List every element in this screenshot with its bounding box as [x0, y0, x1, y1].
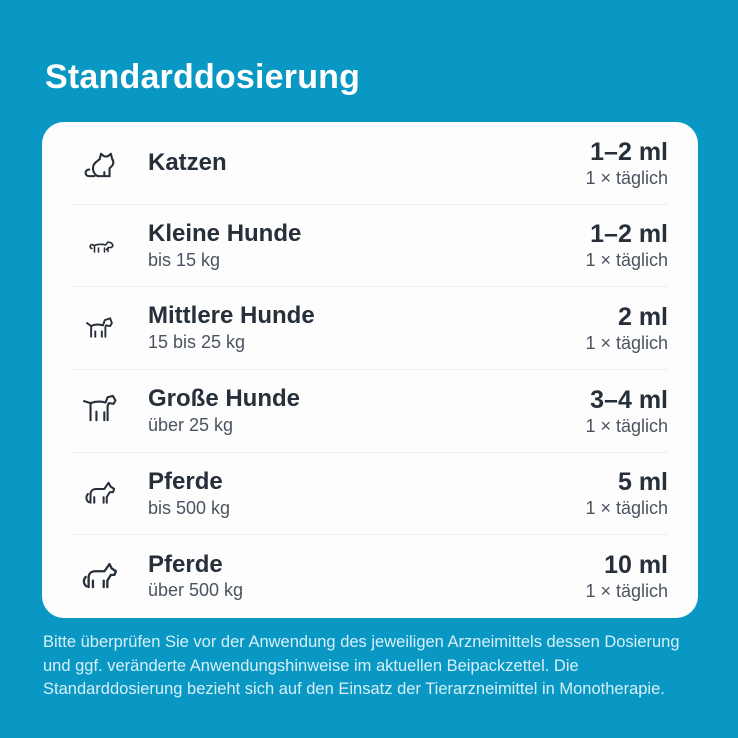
dosage-row: [42, 453, 698, 536]
dosage-row: [42, 370, 698, 453]
animal-labels: [148, 221, 301, 271]
dose-frequency: 1 × täglich: [585, 250, 668, 271]
dosage-row: [42, 122, 698, 205]
dosage-row: [42, 205, 698, 288]
dose-frequency: 1 × täglich: [585, 415, 668, 436]
disclaimer-text: Bitte überprüfen Sie vor der Anwendung des jeweiligen Arzneimittels dessen Dosierung und ggf. veränderte Anwendungshinweise im aktuellen Beipackzettel. Die Standarddosierung bezieht sich auf den Einsatz der Tierarzneimittel in Monotherapie.: [43, 633, 680, 699]
dose-amount: 1–2 ml: [590, 220, 668, 249]
animal-labels: [148, 150, 227, 177]
weight-range: 15 bis 25 kg: [148, 332, 246, 353]
dose-frequency: 1 × täglich: [585, 498, 668, 519]
dosage-row: [42, 535, 698, 618]
dose-values: [585, 551, 668, 603]
weight-range: über 500 kg: [148, 580, 244, 601]
small-dog-icon: [72, 230, 134, 262]
dose-amount: 10 ml: [604, 550, 668, 579]
dose-values: [585, 303, 668, 355]
animal-name: Große Hunde: [148, 385, 301, 413]
large-horse-icon: [72, 554, 134, 600]
horse-icon: [72, 474, 134, 514]
animal-name: Pferde: [148, 550, 223, 578]
dose-frequency: 1 × täglich: [585, 167, 668, 188]
animal-name: Pferde: [148, 467, 223, 495]
dose-values: [585, 138, 668, 190]
dose-frequency: 1 × täglich: [585, 580, 668, 601]
dose-amount: 2 ml: [617, 302, 668, 331]
dose-amount: 1–2 ml: [590, 137, 668, 166]
medium-dog-icon: [72, 310, 134, 348]
cat-icon: [72, 142, 134, 184]
animal-labels: [148, 469, 230, 519]
weight-range: über 25 kg: [148, 415, 234, 436]
dose-amount: 5 ml: [617, 468, 668, 497]
animal-name: Katzen: [148, 148, 227, 176]
animal-name: Kleine Hunde: [148, 219, 302, 247]
dose-values: [585, 386, 668, 438]
weight-range: bis 500 kg: [148, 497, 231, 518]
dosage-row: [42, 287, 698, 370]
animal-labels: [148, 303, 315, 353]
dose-frequency: 1 × täglich: [585, 332, 668, 353]
page-title: Standarddosierung: [45, 58, 361, 96]
dose-values: [585, 220, 668, 272]
dose-amount: 3–4 ml: [590, 385, 668, 414]
dosage-card: [42, 122, 698, 618]
weight-range: bis 15 kg: [148, 249, 221, 270]
large-dog-icon: [72, 390, 134, 432]
animal-labels: [148, 386, 300, 436]
animal-name: Mittlere Hunde: [148, 302, 315, 330]
animal-labels: [148, 552, 243, 602]
dose-values: [585, 468, 668, 520]
